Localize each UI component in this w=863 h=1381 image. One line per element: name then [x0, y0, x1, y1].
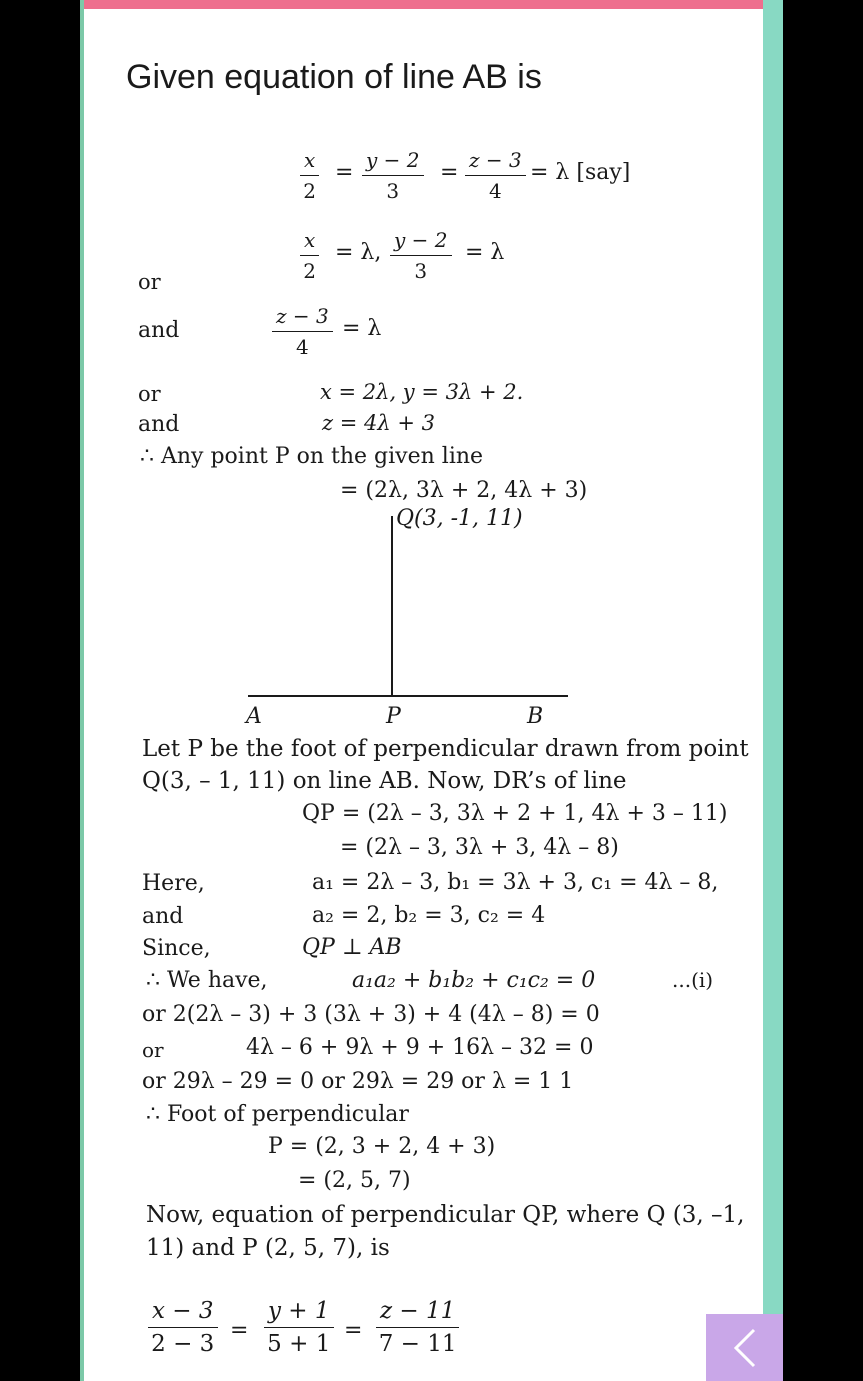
we-have-equation: a₁a₂ + b₁b₂ + c₁c₂ = 0	[352, 968, 596, 993]
eq3-fraction: $\frac{z - 3}{4}$	[272, 304, 333, 359]
now-line-2: 11) and P (2, 5, 7), is	[146, 1235, 390, 1261]
eq2-fraction-y: $\frac{y - 2}{3}$	[390, 228, 452, 283]
eq2-rhs: = λ	[465, 240, 505, 265]
since-equation: QP ⊥ AB	[302, 935, 402, 960]
final-fraction-y: $\frac{y + 1}{5 + 1}$	[264, 1298, 334, 1357]
eq4: x = 2λ, y = 3λ + 2.	[320, 380, 524, 404]
equation-reference: ...(i)	[672, 968, 714, 992]
foot-label: ∴ Foot of perpendicular	[146, 1102, 409, 1127]
qp-equation-1: QP = (2λ – 3, 3λ + 2 + 1, 4λ + 3 – 11)	[302, 801, 728, 826]
label-since: Since,	[142, 936, 211, 961]
eq5: z = 4λ + 3	[322, 411, 435, 435]
top-accent-bar	[80, 0, 783, 9]
left-border-line	[80, 0, 84, 1381]
label-and-2: and	[138, 412, 180, 437]
label-and-1: and	[138, 318, 180, 343]
heading: Given equation of line AB is	[126, 58, 542, 96]
figure-label-p: P	[386, 704, 401, 729]
figure-label-a: A	[246, 704, 262, 729]
perpendicular-figure	[230, 500, 580, 735]
paragraph-1-line-2: Q(3, – 1, 11) on line AB. Now, DR’s of line	[142, 768, 627, 794]
eq2-mid: = λ,	[335, 240, 382, 265]
final-equals-2: =	[344, 1318, 363, 1343]
eq1-equals-2: =	[440, 160, 459, 185]
figure-label-b: B	[527, 704, 544, 729]
qp-equation-2: = (2λ – 3, 3λ + 3, 4λ – 8)	[340, 835, 619, 860]
chevron-left-icon	[730, 1326, 760, 1370]
final-fraction-x: $\frac{x - 3}{2 - 3}$	[148, 1298, 218, 1357]
foot-equation-1: P = (2, 3 + 2, 4 + 3)	[268, 1134, 496, 1159]
here-equation: a₁ = 2λ – 3, b₁ = 3λ + 3, c₁ = 4λ – 8,	[312, 870, 719, 895]
label-here: Here,	[142, 871, 205, 896]
and-equation: a₂ = 2, b₂ = 3, c₂ = 4	[312, 903, 546, 928]
eq1-fraction-z: $\frac{z - 3}{4}$	[465, 148, 526, 203]
label-and-3: and	[142, 904, 184, 929]
eq3-rhs: = λ	[342, 316, 382, 341]
or-line-2: 4λ – 6 + 9λ + 9 + 16λ – 32 = 0	[246, 1035, 594, 1060]
eq1-equals-1: =	[335, 160, 354, 185]
or-line-1: or 2(2λ – 3) + 3 (3λ + 3) + 4 (4λ – 8) = 0	[142, 1002, 600, 1027]
we-have-label: ∴ We have,	[146, 968, 268, 993]
label-or-3: or	[142, 1038, 164, 1062]
eq2-fraction-x: $\frac{x}{2}$	[300, 228, 319, 283]
foot-equation-2: = (2, 5, 7)	[298, 1168, 411, 1193]
label-or-1: or	[138, 270, 161, 294]
eq1-rhs: = λ [say]	[530, 160, 631, 185]
final-equals-1: =	[230, 1318, 249, 1343]
back-button[interactable]	[706, 1314, 783, 1381]
figure-label-q: Q(3, -1, 11)	[396, 506, 523, 531]
eq1-fraction-y: $\frac{y - 2}{3}$	[362, 148, 424, 203]
point-p-coordinates: = (2λ, 3λ + 2, 4λ + 3)	[340, 478, 588, 503]
eq1-fraction-x: $\frac{x}{2}$	[300, 148, 319, 203]
right-accent-bar	[763, 0, 783, 1381]
label-or-2: or	[138, 382, 161, 406]
now-line-1: Now, equation of perpendicular QP, where Q (3, –1,	[146, 1202, 745, 1228]
paragraph-1-line-1: Let P be the foot of perpendicular drawn from point	[142, 736, 749, 762]
final-fraction-z: $\frac{z - 11}{7 - 11}$	[376, 1298, 459, 1357]
or-line-3: or 29λ – 29 = 0 or 29λ = 29 or λ = 1 1	[142, 1069, 574, 1094]
any-point-text: ∴ Any point P on the given line	[140, 444, 484, 469]
